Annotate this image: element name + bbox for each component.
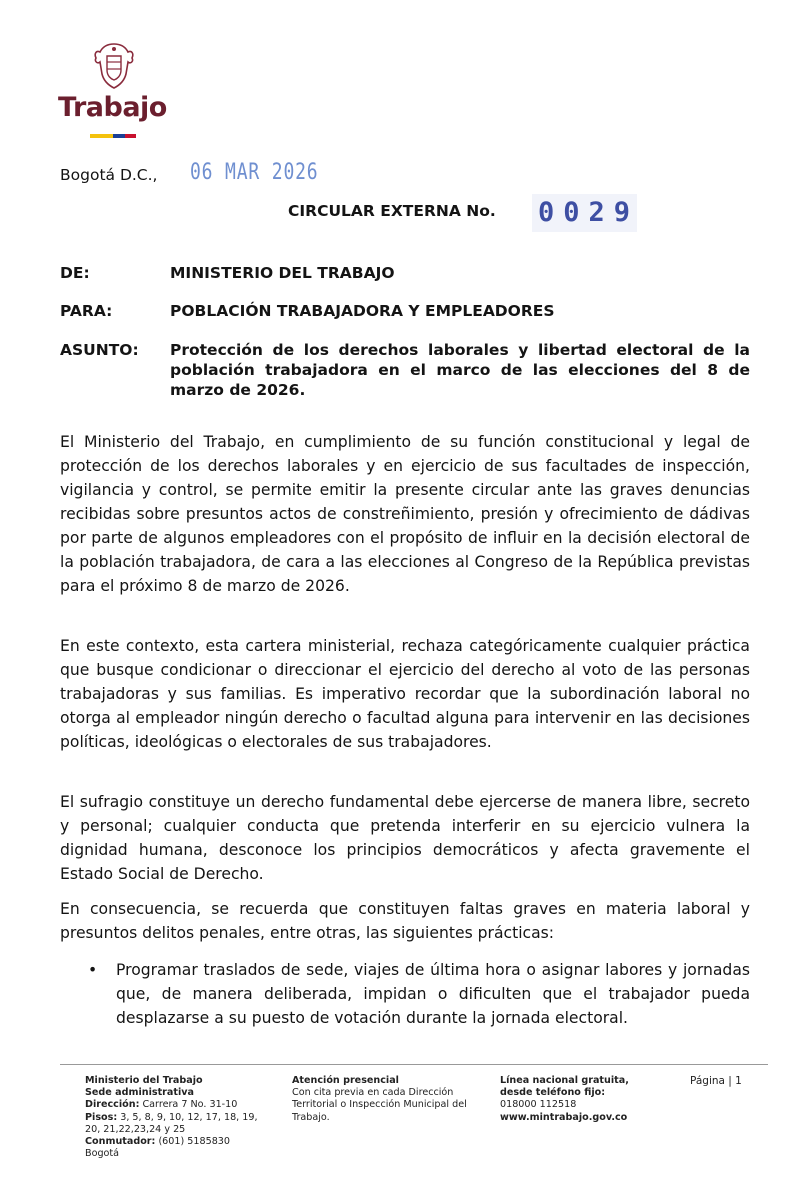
bullet-icon: •: [88, 961, 98, 979]
de-label: DE:: [60, 264, 90, 282]
footer-dir-value: Carrera 7 No. 31-10: [142, 1099, 238, 1111]
para-label: PARA:: [60, 302, 113, 320]
footer-phone: 018000 112518: [500, 1099, 577, 1111]
footer-attention-text: Con cita previa en cada Dirección Territorial o Inspección Municipal del Trabajo.: [292, 1087, 467, 1123]
footer-attention: [292, 1075, 477, 1124]
body-paragraph-3: El sufragio constituye un derecho fundamental debe ejercerse de manera libre, secreto y personal; cualquier conducta que pretenda interferir en su ejercicio vulnera la dignidad humana, desconoce los principios democráticos y afecta gravemente el Estado Social de Derecho.: [60, 793, 750, 883]
footer-divider: [60, 1064, 768, 1065]
footer-conm-label: Conmutador:: [85, 1136, 156, 1148]
flag-stripe: [90, 134, 136, 138]
coat-of-arms-icon: [92, 40, 136, 90]
asunto-label: ASUNTO:: [60, 341, 139, 359]
body-paragraph-4: En consecuencia, se recuerda que constituyen faltas graves en materia laboral y presuntos delitos penales, entre otras, las siguientes prácticas:: [60, 900, 750, 942]
footer-ministry-name: Ministerio del Trabajo: [85, 1075, 203, 1086]
bullet-text: Programar traslados de sede, viajes de última hora o asignar labores y jornadas que, de manera deliberada, impidan o dificulten que el trabajador pueda desplazarse a su puesto de votación durante la jornada electoral.: [116, 961, 750, 1027]
de-value: MINISTERIO DEL TRABAJO: [170, 264, 395, 282]
footer-conm-value: (601) 5185830: [158, 1136, 231, 1148]
footer-hotline-label: Línea nacional gratuita,: [500, 1075, 629, 1086]
body-paragraph-1: El Ministerio del Trabajo, en cumplimiento de su función constitucional y legal de protección de los derechos laborales y en ejercicio de sus facultades de inspección, vigilancia y control, se permite emitir la presente circular ante las graves denuncias recibidas sobre presuntos actos de constreñimiento, presión y ofrecimiento de dádivas por parte de algunos empleadores con el propósito de influir en la decisión electoral de la población trabajadora, de cara a las elecciones al Congreso de la República previstas para el próximo 8 de marzo de 2026.: [60, 433, 750, 595]
city-line: Bogotá D.C.,: [60, 166, 158, 184]
date-stamp: 06 MAR 2026: [190, 160, 319, 185]
footer-website: www.mintrabajo.gov.co: [500, 1111, 628, 1123]
logo-wordmark: Trabajo: [58, 92, 167, 123]
footer-pisos-label: Pisos:: [85, 1111, 118, 1123]
footer-city: Bogotá: [85, 1148, 120, 1160]
ministry-logo: [58, 40, 170, 123]
footer-contact: [500, 1075, 665, 1124]
asunto-value: Protección de los derechos laborales y libertad electoral de la población trabajadora en el marco de las elecciones del 8 de marzo de 2026.: [170, 341, 750, 399]
page-number: Página | 1: [690, 1075, 742, 1087]
footer-pisos-value: 3, 5, 8, 9, 10, 12, 17, 18, 19, 20, 21,22,23,24 y 25: [85, 1111, 258, 1135]
para-value: POBLACIÓN TRABAJADORA Y EMPLEADORES: [170, 302, 555, 320]
footer-dir-label: Dirección:: [85, 1099, 140, 1111]
footer-hotline-sub: desde teléfono fijo:: [500, 1087, 606, 1099]
footer-address: [85, 1075, 275, 1160]
footer-attention-title: Atención presencial: [292, 1075, 399, 1086]
footer-sede: Sede administrativa: [85, 1087, 194, 1099]
circular-title: CIRCULAR EXTERNA No.: [288, 202, 496, 220]
circular-number-stamp: 0029: [532, 194, 637, 232]
body-paragraph-2: En este contexto, esta cartera ministerial, rechaza categóricamente cualquier práctica que busque condicionar o direccionar el ejercicio del derecho al voto de las personas trabajadoras y sus familias. Es imperativo recordar que la subordinación laboral no otorga al empleador ningún derecho o facultad alguna para intervenir en las decisiones políticas, ideológicas o electorales de sus trabajadores.: [60, 637, 750, 751]
